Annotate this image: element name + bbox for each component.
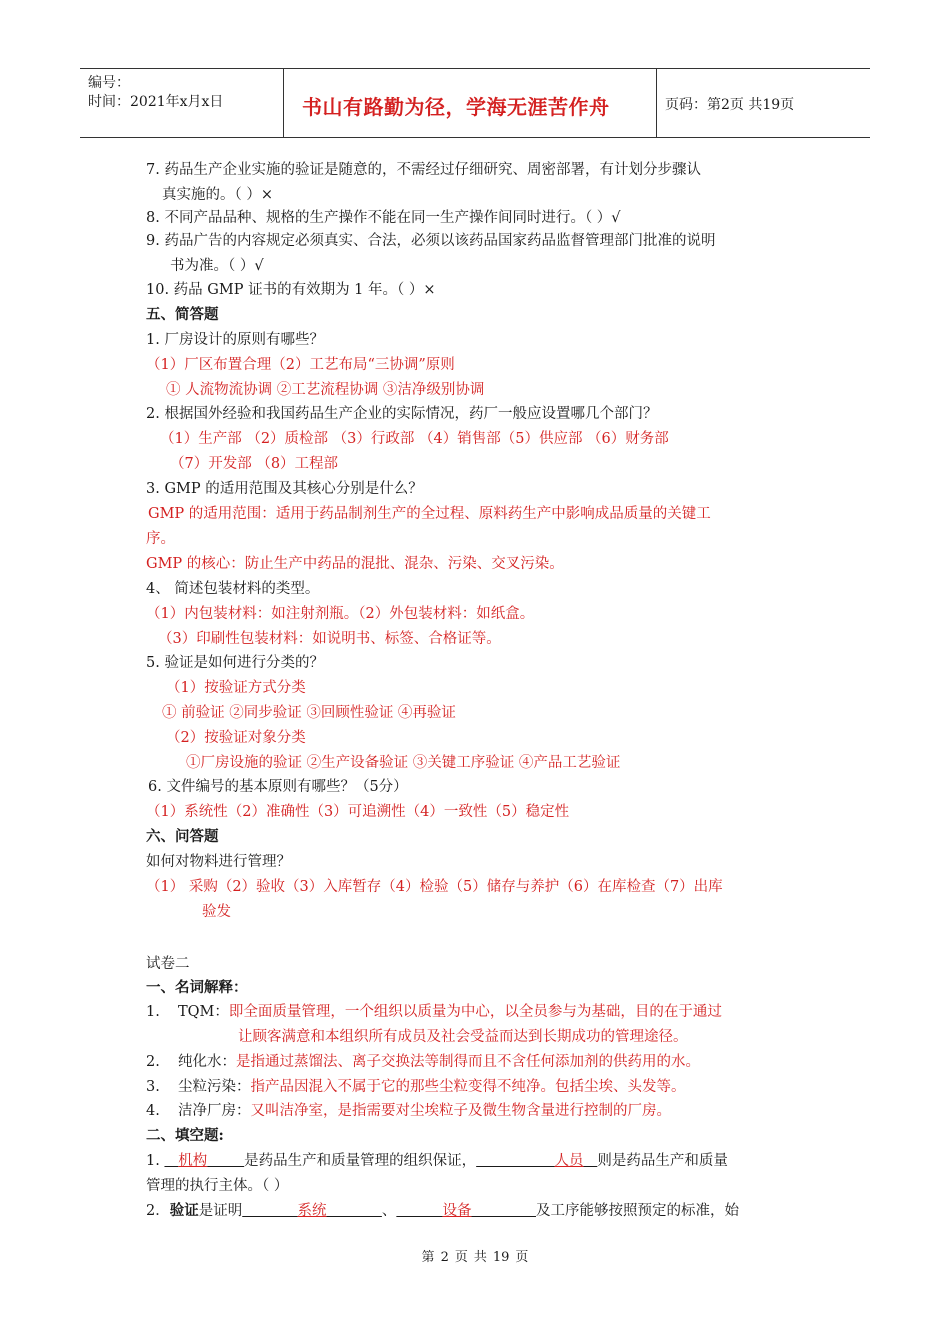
text-line: 书为准。（ ）√ [170,258,264,274]
motto: 书山有路勤为径，学海无涯苦作舟 [302,95,610,119]
text-line: 如何对物料进行管理？ [146,854,291,870]
fill-section-title: 二、填空题: [146,1127,224,1144]
text-line: （1）系统性（2）准确性（3）可追溯性（4）一致性（5）稳定性 [146,804,570,820]
term-name: TQM： [178,1004,229,1020]
text-line: 试卷二 [146,956,190,972]
q2-number: 2． [146,1203,170,1219]
header-middle-cell [284,69,657,137]
fill-question-1 [146,1151,728,1171]
footer-page-number: 2 [440,1250,449,1265]
text-line: （1）按验证方式分类 [166,680,306,696]
text-line: 2. 根据国外经验和我国药品生产企业的实际情况，药厂一般应设置哪几个部门？ [146,406,658,422]
q1-answer-1: 机构 [178,1153,208,1169]
term-number: 4. [146,1103,160,1119]
term-definition: 是指通过蒸馏法、离子交换法等制得而且不含任何添加剂的供药用的水。 [236,1054,700,1070]
fill-question-2 [146,1201,739,1221]
text-line: 验发 [202,904,231,920]
text-line: 9. 药品广告的内容规定必须真实、合法，必须以该药品国家药品监督管理部门批准的说明 [146,233,716,249]
text-line: 真实施的。（ ）× [162,187,274,203]
q2-text-2: 、 [381,1203,397,1219]
term-name: 尘粒污染： [178,1079,251,1095]
footer-prefix: 第 [421,1250,435,1265]
text-line: 5. 验证是如何进行分类的？ [146,655,324,671]
text-line: GMP 的核心：防止生产中药品的混批、混杂、污染、交叉污染。 [146,556,564,572]
text-line: （2）按验证对象分类 [166,730,306,746]
term-row [146,1077,686,1097]
footer-total-prefix: 共 [473,1250,487,1265]
term-definition: 又叫洁净室，是指需要对尘埃粒子及微生物含量进行控制的厂房。 [250,1103,671,1119]
term-definition: 让顾客满意和本组织所有成员及社会受益而达到长期成功的管理途径。 [238,1029,688,1045]
q2-answer-2: 设备 [442,1203,472,1219]
text-line: （3）印刷性包装材料：如说明书、标签、合格证等。 [158,631,501,647]
time-label: 时间：2021年x月x日 [88,94,224,110]
text-line: 五、简答题 [146,306,219,323]
text-line: 1. 厂房设计的原则有哪些？ [146,332,324,348]
term-row [146,1002,722,1022]
serial-label: 编号： [88,75,130,91]
text-line: 六、问答题 [146,828,219,845]
text-line: ①厂房设施的验证 ②生产设备验证 ③关键工序验证 ④产品工艺验证 [186,755,621,771]
text-line: 3. GMP 的适用范围及其核心分别是什么？ [146,481,423,497]
term-number: 2. [146,1054,160,1070]
text-line: ① 人流物流协调 ②工艺流程协调 ③洁净级别协调 [166,382,485,398]
text-line: 一、名词解释： [146,979,248,996]
term-name: 洁净厂房： [178,1103,251,1119]
text-line: （1） 采购（2）验收（3）入库暂存（4）检验（5）储存与养护（6）在库检查（7）出库 [146,879,723,895]
term-name: 纯化水： [178,1054,236,1070]
term-row [146,1101,671,1121]
page-footer [0,1246,950,1265]
term-number: 1. [146,1004,160,1020]
q1-answer-2: 人员 [554,1153,584,1169]
footer-page-word: 页 [454,1250,468,1265]
fill-question-1-line-2: 管理的执行主体。（ ） [146,1178,289,1194]
page-label: 页码：第2页 共19页 [665,97,795,113]
q2-text-1: 是证明 [198,1203,243,1219]
text-line: （1）内包装材料：如注射剂瓶。（2）外包装材料：如纸盒。 [146,606,535,622]
q2-answer-1: 系统 [297,1203,327,1219]
footer-total-word: 页 [515,1250,529,1265]
header-left-cell [80,69,284,137]
header-table [80,68,870,138]
q1-text-2: 则是药品生产和质量 [597,1153,728,1169]
q1-number: 1. [146,1153,165,1169]
term-definition: 即全面质量管理，一个组织以质量为中心，以全员参与为基础，目的在于通过 [228,1004,722,1020]
text-line: （1）厂区布置合理（2）工艺布局“三协调”原则 [146,357,455,373]
footer-total-pages: 19 [492,1250,510,1265]
q2-text-3: 及工序能够按照预定的标准，始 [535,1203,739,1219]
text-line: ① 前验证 ②同步验证 ③回顾性验证 ④再验证 [162,705,456,721]
text-line: （1）生产部 （2）质检部 （3）行政部 （4）销售部（5）供应部 （6）财务部 [160,431,669,447]
q2-bold-term: 验证 [169,1202,199,1219]
text-line: 序。 [146,531,175,547]
text-line: 7. 药品生产企业实施的验证是随意的，不需经过仔细研究、周密部署，有计划分步骤认 [146,162,701,178]
term-row [146,1052,700,1072]
term-definition: 指产品因混入不属于它的那些尘粒变得不纯净。包括尘埃、头发等。 [250,1079,686,1095]
text-line: 10. 药品 GMP 证书的有效期为 1 年。（ ）× [146,282,436,298]
text-line: 8. 不同产品品种、规格的生产操作不能在同一生产操作间同时进行。（ ）√ [146,210,621,226]
header-right-cell [657,69,870,137]
text-line: （7）开发部 （8）工程部 [170,456,339,472]
text-line: GMP 的适用范围：适用于药品制剂生产的全过程、原料药生产中影响成品质量的关键工 [148,506,711,522]
term-number: 3. [146,1079,160,1095]
text-line: 4、 简述包装材料的类型。 [146,581,320,597]
text-line: 6. 文件编号的基本原则有哪些？（5分） [148,779,408,795]
q1-text-1: 是药品生产和质量管理的组织保证， [244,1153,477,1169]
term-row [238,1027,688,1047]
